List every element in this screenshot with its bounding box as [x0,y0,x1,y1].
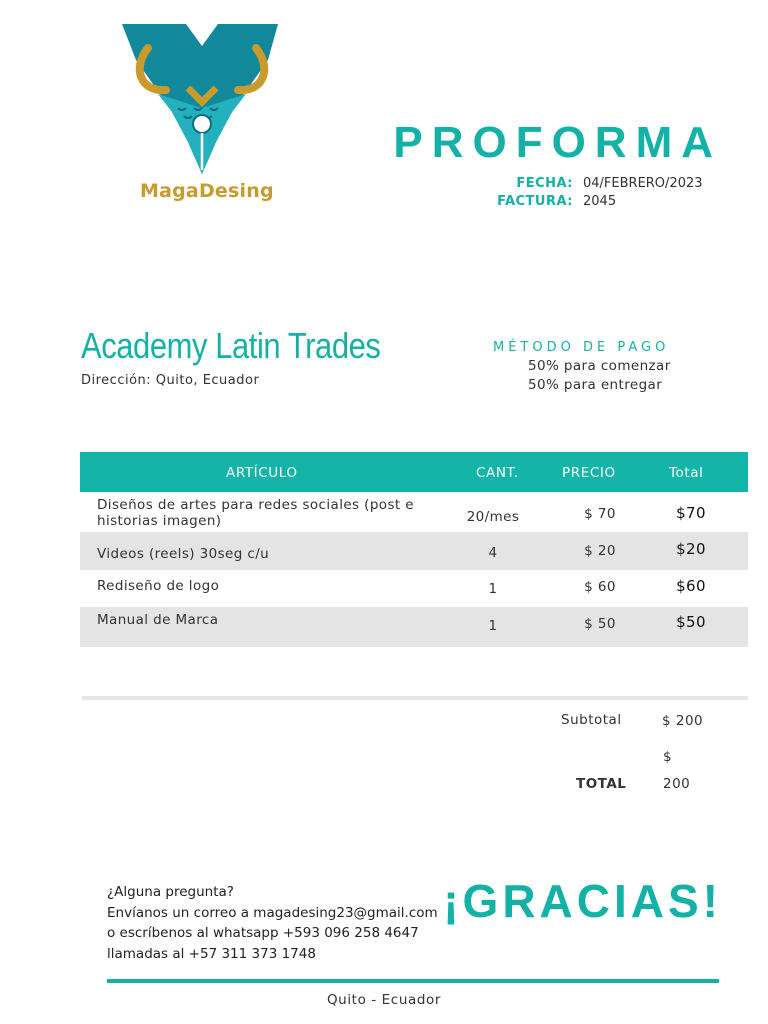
fecha-value: 04/FEBRERO/2023 [583,176,703,191]
header-price: PRECIO [562,465,616,481]
row-total: $70 [676,504,706,522]
payment-line: 50% para entregar [528,377,663,393]
row-total: $60 [676,577,706,595]
client-address: Dirección: Quito, Ecuador [81,373,260,388]
row-price: $ 50 [584,616,616,632]
client-name: Academy Latin Trades [81,325,381,366]
factura-value: 2045 [583,194,617,209]
thanks-heading: ¡GRACIAS! [443,875,722,927]
row-price: $ 70 [584,506,616,522]
contact-line: o escríbenos al whatsapp +593 096 258 4647 [107,925,419,941]
row-price: $ 20 [584,543,616,559]
footer-location: Quito - Ecuador [326,992,442,1008]
total-currency: $ [663,749,673,765]
contact-line: ¿Alguna pregunta? [107,884,234,900]
fecha-label: FECHA: [516,176,573,191]
total-value: 200 [663,776,691,792]
footer-bar [107,979,719,983]
row-quantity: 1 [488,581,498,597]
meta-labels [497,175,573,211]
row-quantity: 4 [488,545,498,561]
table-row [80,492,748,532]
header-qty: CANT. [476,465,519,481]
contact-info [107,882,438,964]
row-description: Manual de Marca [97,612,219,628]
table-row [80,570,748,607]
row-quantity: 20/mes [466,509,520,525]
total-label: TOTAL [576,776,627,792]
table-header [80,452,748,492]
header-article: ARTÍCULO [226,465,298,481]
subtotal-label: Subtotal [561,712,622,728]
row-description: Videos (reels) 30seg c/u [97,546,270,562]
contact-line: llamadas al +57 311 373 1748 [107,945,316,962]
row-total: $20 [676,540,706,558]
payment-method-title: MÉTODO DE PAGO [493,340,670,355]
summary-divider [82,696,748,700]
row-quantity: 1 [488,618,498,634]
row-description: Diseños de artes para redes sociales (post e historias imagen) [97,497,414,529]
table-row [80,607,748,647]
payment-line: 50% para comenzar [528,358,671,374]
row-total: $50 [676,613,706,631]
subtotal-value: $ 200 [662,713,704,729]
document-title: PROFORMA [393,118,722,167]
contact-line: Envíanos un correo a magadesing23@gmail.com [107,904,438,921]
row-price: $ 60 [584,579,616,595]
logo-wordmark: MagaDesing [140,180,274,202]
header-total: Total [669,465,704,481]
meta-values [583,175,703,211]
factura-label: FACTURA: [497,194,573,209]
row-description: Rediseño de logo [97,578,220,594]
table-row [80,532,748,570]
